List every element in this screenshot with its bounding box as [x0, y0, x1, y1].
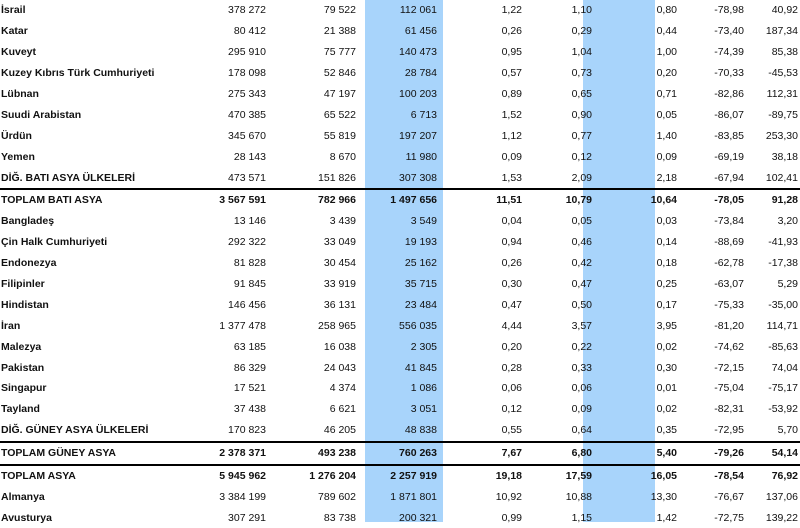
value-cell-3: 2 305	[410, 340, 437, 353]
value-cell-1: 13 146	[233, 215, 266, 228]
value-cell-5: 0,90	[571, 108, 592, 121]
value-cell-8: 76,92	[748, 465, 800, 487]
value-cell-4: 0,94	[501, 236, 522, 249]
total-row	[0, 465, 800, 487]
value-cell-8: 137,06	[765, 490, 798, 503]
value-cell-8: -89,75	[768, 108, 798, 121]
value-cell-3: 3 051	[410, 403, 437, 416]
table-row	[0, 507, 800, 528]
value-cell-8: 74,04	[771, 361, 798, 374]
value-cell-1: 292 322	[228, 236, 266, 249]
value-cell-8: -75,17	[768, 382, 798, 395]
value-cell-2: 8 670	[329, 150, 356, 163]
value-cell-2: 16 038	[323, 340, 356, 353]
value-cell-1: 2 378 371	[200, 442, 272, 465]
country-name: Lübnan	[1, 88, 39, 100]
value-cell-8: 5,70	[777, 424, 798, 437]
value-cell-6: 0,17	[656, 298, 677, 311]
value-cell-2: 493 238	[272, 442, 362, 465]
value-cell-6: 0,18	[656, 257, 677, 270]
value-cell-5: 0,77	[571, 129, 592, 142]
value-cell-8: 54,14	[748, 442, 800, 465]
value-cell-7: -75,04	[714, 382, 744, 395]
value-cell-7: -70,33	[714, 67, 744, 80]
value-cell-7: -62,78	[714, 257, 744, 270]
value-cell-2: 83 738	[323, 511, 356, 524]
value-cell-4: 0,04	[501, 215, 522, 228]
value-cell-8: 38,18	[771, 150, 798, 163]
table-row	[0, 294, 800, 315]
value-cell-6: 13,30	[650, 490, 677, 503]
value-cell-4: 7,67	[443, 442, 528, 465]
table-row	[0, 84, 800, 105]
value-cell-3: 1 871 801	[390, 490, 437, 503]
value-cell-3: 48 838	[404, 424, 437, 437]
value-cell-6: 0,02	[656, 340, 677, 353]
value-cell-7: -72,95	[714, 424, 744, 437]
value-cell-4: 0,30	[501, 278, 522, 291]
value-cell-6: 1,40	[656, 129, 677, 142]
value-cell-2: 52 846	[323, 67, 356, 80]
value-cell-8: -17,38	[768, 257, 798, 270]
country-name: Bangladeş	[1, 215, 55, 228]
value-cell-1: 275 343	[228, 88, 266, 100]
value-cell-6: 5,40	[598, 442, 683, 465]
value-cell-1: 17 521	[233, 382, 266, 395]
value-cell-8: 187,34	[765, 25, 798, 38]
value-cell-1: 5 945 962	[200, 465, 272, 487]
value-cell-2: 79 522	[323, 4, 356, 17]
value-cell-4: 0,47	[501, 298, 522, 311]
value-cell-8: 253,30	[765, 129, 798, 142]
country-name: Pakistan	[1, 361, 45, 374]
value-cell-8: 139,22	[765, 511, 798, 524]
value-cell-5: 1,15	[571, 511, 592, 524]
value-cell-3: 760 263	[362, 442, 443, 465]
value-cell-3: 1 086	[410, 382, 437, 395]
value-cell-6: 0,03	[656, 215, 677, 228]
value-cell-4: 0,89	[501, 88, 522, 100]
value-cell-1: 146 456	[228, 298, 266, 311]
value-cell-5: 0,12	[571, 150, 592, 163]
value-cell-2: 3 439	[329, 215, 356, 228]
table-row	[0, 420, 800, 442]
table-row	[0, 63, 800, 84]
value-cell-7: -75,33	[714, 298, 744, 311]
country-name: TOPLAM GÜNEY ASYA	[0, 442, 200, 465]
value-cell-7: -82,86	[714, 88, 744, 100]
value-cell-5: 0,06	[571, 382, 592, 395]
value-cell-1: 470 385	[228, 108, 266, 121]
table-row	[0, 336, 800, 357]
value-cell-7: -78,98	[714, 4, 744, 17]
table-row	[0, 125, 800, 146]
value-cell-1: 473 571	[228, 171, 266, 184]
value-cell-5: 17,59	[528, 465, 598, 487]
country-name: Hindistan	[1, 298, 49, 311]
value-cell-8: -35,00	[768, 298, 798, 311]
value-cell-5: 3,57	[571, 319, 592, 332]
value-cell-1: 307 291	[228, 511, 266, 524]
value-cell-7: -88,69	[714, 236, 744, 249]
table-row	[0, 42, 800, 63]
value-cell-4: 1,52	[501, 108, 522, 121]
value-cell-3: 200 321	[399, 511, 437, 524]
value-cell-3: 25 162	[404, 257, 437, 270]
value-cell-3: 61 456	[404, 25, 437, 38]
value-cell-3: 112 061	[399, 4, 437, 17]
value-cell-4: 0,06	[501, 382, 522, 395]
value-cell-8: 85,38	[771, 46, 798, 59]
value-cell-3: 35 715	[404, 278, 437, 291]
country-name: Endonezya	[1, 257, 57, 270]
value-cell-7: -72,15	[714, 361, 744, 374]
value-cell-5: 0,09	[571, 403, 592, 416]
value-cell-3: 6 713	[410, 108, 437, 121]
value-cell-7: -83,85	[714, 129, 744, 142]
value-cell-7: -67,94	[714, 171, 744, 184]
value-cell-5: 0,29	[571, 25, 592, 38]
country-name: TOPLAM ASYA	[0, 465, 200, 487]
value-cell-8: 5,29	[777, 278, 798, 291]
value-cell-6: 0,09	[656, 150, 677, 163]
value-cell-8: 91,28	[748, 189, 800, 211]
country-name: TOPLAM BATI ASYA	[0, 189, 200, 211]
value-cell-4: 0,20	[501, 340, 522, 353]
value-cell-2: 782 966	[272, 189, 362, 211]
value-cell-5: 0,46	[571, 236, 592, 249]
value-cell-2: 6 621	[329, 403, 356, 416]
value-cell-4: 0,57	[501, 67, 522, 80]
value-cell-4: 0,26	[501, 257, 522, 270]
country-name: Ürdün	[1, 129, 32, 142]
value-cell-4: 0,26	[501, 25, 522, 38]
value-cell-7: -73,40	[714, 25, 744, 38]
value-cell-6: 0,35	[656, 424, 677, 437]
value-cell-3: 11 980	[405, 150, 437, 163]
country-name: Singapur	[1, 382, 47, 395]
table-row	[0, 486, 800, 507]
value-cell-2: 1 276 204	[272, 465, 362, 487]
value-cell-2: 65 522	[323, 108, 356, 121]
value-cell-1: 63 185	[233, 340, 266, 353]
value-cell-4: 19,18	[443, 465, 528, 487]
value-cell-4: 0,12	[501, 403, 522, 416]
value-cell-7: -74,39	[714, 46, 744, 59]
value-cell-5: 0,64	[571, 424, 592, 437]
value-cell-6: 0,44	[656, 25, 677, 38]
value-cell-1: 91 845	[233, 278, 266, 291]
value-cell-5: 0,33	[571, 361, 592, 374]
value-cell-8: 40,92	[771, 4, 798, 17]
table-row	[0, 253, 800, 274]
value-cell-2: 30 454	[323, 257, 356, 270]
value-cell-5: 6,80	[528, 442, 598, 465]
value-cell-7: -82,31	[714, 403, 744, 416]
table-row	[0, 146, 800, 167]
table-row	[0, 315, 800, 336]
value-cell-7: -78,05	[683, 189, 748, 211]
value-cell-8: 102,41	[765, 171, 798, 184]
country-name: İsrail	[1, 4, 26, 17]
value-cell-4: 1,12	[501, 129, 522, 142]
total-row	[0, 442, 800, 465]
value-cell-3: 307 308	[399, 171, 437, 184]
value-cell-3: 41 845	[404, 361, 437, 374]
country-name: Çin Halk Cumhuriyeti	[1, 236, 108, 249]
value-cell-4: 0,09	[501, 150, 522, 163]
value-cell-3: 2 257 919	[362, 465, 443, 487]
value-cell-1: 378 272	[228, 4, 266, 17]
value-cell-1: 37 438	[233, 403, 266, 416]
value-cell-3: 556 035	[399, 319, 437, 332]
value-cell-2: 47 197	[323, 88, 356, 100]
value-cell-7: -78,54	[683, 465, 748, 487]
value-cell-6: 0,25	[656, 278, 677, 291]
table-row	[0, 104, 800, 125]
table-row	[0, 167, 800, 189]
table-row	[0, 274, 800, 295]
value-cell-3: 3 549	[410, 215, 437, 228]
value-cell-7: -73,84	[714, 215, 744, 228]
value-cell-6: 16,05	[598, 465, 683, 487]
country-name: Kuveyt	[1, 46, 37, 59]
value-cell-4: 10,92	[495, 490, 522, 503]
country-name: Filipinler	[1, 278, 45, 291]
value-cell-1: 86 329	[233, 361, 266, 374]
value-cell-3: 100 203	[399, 88, 437, 100]
value-cell-6: 0,30	[656, 361, 677, 374]
country-name: Yemen	[1, 150, 35, 163]
table-row	[0, 232, 800, 253]
value-cell-5: 0,73	[571, 67, 592, 80]
value-cell-7: -72,75	[714, 511, 744, 524]
value-cell-1: 1 377 478	[219, 319, 266, 332]
country-name: Tayland	[1, 403, 40, 416]
value-cell-5: 0,47	[571, 278, 592, 291]
value-cell-6: 0,01	[656, 382, 677, 395]
value-cell-3: 1 497 656	[362, 189, 443, 211]
table-row	[0, 378, 800, 399]
value-cell-8: -85,63	[768, 340, 798, 353]
value-cell-7: -81,20	[714, 319, 744, 332]
table-row	[0, 211, 800, 232]
value-cell-7: -79,26	[683, 442, 748, 465]
value-cell-6: 0,20	[656, 67, 677, 80]
value-cell-7: -74,62	[714, 340, 744, 353]
value-cell-2: 75 777	[323, 46, 356, 59]
value-cell-5: 0,65	[571, 88, 592, 100]
value-cell-3: 19 193	[404, 236, 437, 249]
value-cell-2: 258 965	[318, 319, 356, 332]
value-cell-5: 0,05	[571, 215, 592, 228]
value-cell-7: -76,67	[714, 490, 744, 503]
value-cell-5: 0,22	[571, 340, 592, 353]
country-name: Almanya	[1, 490, 45, 503]
value-cell-1: 81 828	[233, 257, 266, 270]
country-name: Katar	[1, 25, 28, 38]
value-cell-6: 0,05	[656, 108, 677, 121]
value-cell-6: 1,42	[656, 511, 677, 524]
value-cell-6: 0,80	[656, 4, 677, 17]
value-cell-1: 170 823	[228, 424, 266, 437]
value-cell-3: 23 484	[404, 298, 437, 311]
value-cell-2: 21 388	[323, 25, 356, 38]
value-cell-2: 24 043	[323, 361, 356, 374]
value-cell-6: 1,00	[656, 46, 677, 59]
country-name: Kuzey Kıbrıs Türk Cumhuriyeti	[1, 67, 155, 80]
table-row	[0, 357, 800, 378]
value-cell-5: 10,79	[528, 189, 598, 211]
country-name: Suudi Arabistan	[1, 108, 82, 121]
value-cell-8: 3,20	[777, 215, 798, 228]
value-cell-2: 55 819	[323, 129, 356, 142]
value-cell-5: 0,42	[571, 257, 592, 270]
value-cell-1: 80 412	[233, 25, 266, 38]
value-cell-2: 789 602	[318, 490, 356, 503]
value-cell-2: 46 205	[323, 424, 356, 437]
value-cell-6: 3,95	[656, 319, 677, 332]
value-cell-5: 1,04	[571, 46, 592, 59]
value-cell-5: 0,50	[571, 298, 592, 311]
value-cell-5: 1,10	[571, 4, 592, 17]
value-cell-4: 4,44	[501, 319, 522, 332]
value-cell-4: 1,22	[501, 4, 522, 17]
value-cell-2: 33 919	[323, 278, 356, 291]
value-cell-8: -45,53	[768, 67, 798, 80]
value-cell-3: 197 207	[399, 129, 437, 142]
value-cell-5: 10,88	[565, 490, 592, 503]
value-cell-2: 4 374	[329, 382, 356, 395]
value-cell-4: 0,99	[501, 511, 522, 524]
value-cell-3: 140 473	[399, 46, 437, 59]
value-cell-2: 33 049	[323, 236, 356, 249]
total-row	[0, 189, 800, 211]
value-cell-1: 28 143	[233, 150, 266, 163]
value-cell-4: 0,28	[501, 361, 522, 374]
value-cell-8: -53,92	[768, 403, 798, 416]
value-cell-6: 2,18	[656, 171, 677, 184]
value-cell-1: 178 098	[228, 67, 266, 80]
value-cell-5: 2,09	[571, 171, 592, 184]
country-name: DİĞ. BATI ASYA ÜLKELERİ	[1, 171, 135, 184]
table-row	[0, 0, 800, 21]
country-name: Avusturya	[1, 511, 52, 524]
country-name: Malezya	[1, 340, 42, 353]
value-cell-1: 295 910	[228, 46, 266, 59]
value-cell-1: 3 567 591	[200, 189, 272, 211]
value-cell-7: -86,07	[714, 108, 744, 121]
country-name: DİĞ. GÜNEY ASYA ÜLKELERİ	[1, 424, 149, 437]
value-cell-2: 151 826	[318, 171, 356, 184]
value-cell-7: -63,07	[714, 278, 744, 291]
value-cell-8: -41,93	[768, 236, 798, 249]
country-name: İran	[1, 319, 21, 332]
value-cell-8: 112,31	[766, 88, 798, 100]
value-cell-4: 0,95	[501, 46, 522, 59]
value-cell-4: 1,53	[501, 171, 522, 184]
value-cell-3: 28 784	[404, 67, 437, 80]
value-cell-1: 345 670	[228, 129, 266, 142]
value-cell-6: 10,64	[598, 189, 683, 211]
value-cell-2: 36 131	[323, 298, 356, 311]
value-cell-8: 114,71	[766, 319, 798, 332]
value-cell-6: 0,02	[656, 403, 677, 416]
value-cell-4: 11,51	[443, 189, 528, 211]
table-row	[0, 399, 800, 420]
value-cell-6: 0,14	[656, 236, 677, 249]
value-cell-1: 3 384 199	[219, 490, 266, 503]
value-cell-6: 0,71	[656, 88, 677, 100]
value-cell-4: 0,55	[501, 424, 522, 437]
table-row	[0, 21, 800, 42]
value-cell-7: -69,19	[714, 150, 744, 163]
